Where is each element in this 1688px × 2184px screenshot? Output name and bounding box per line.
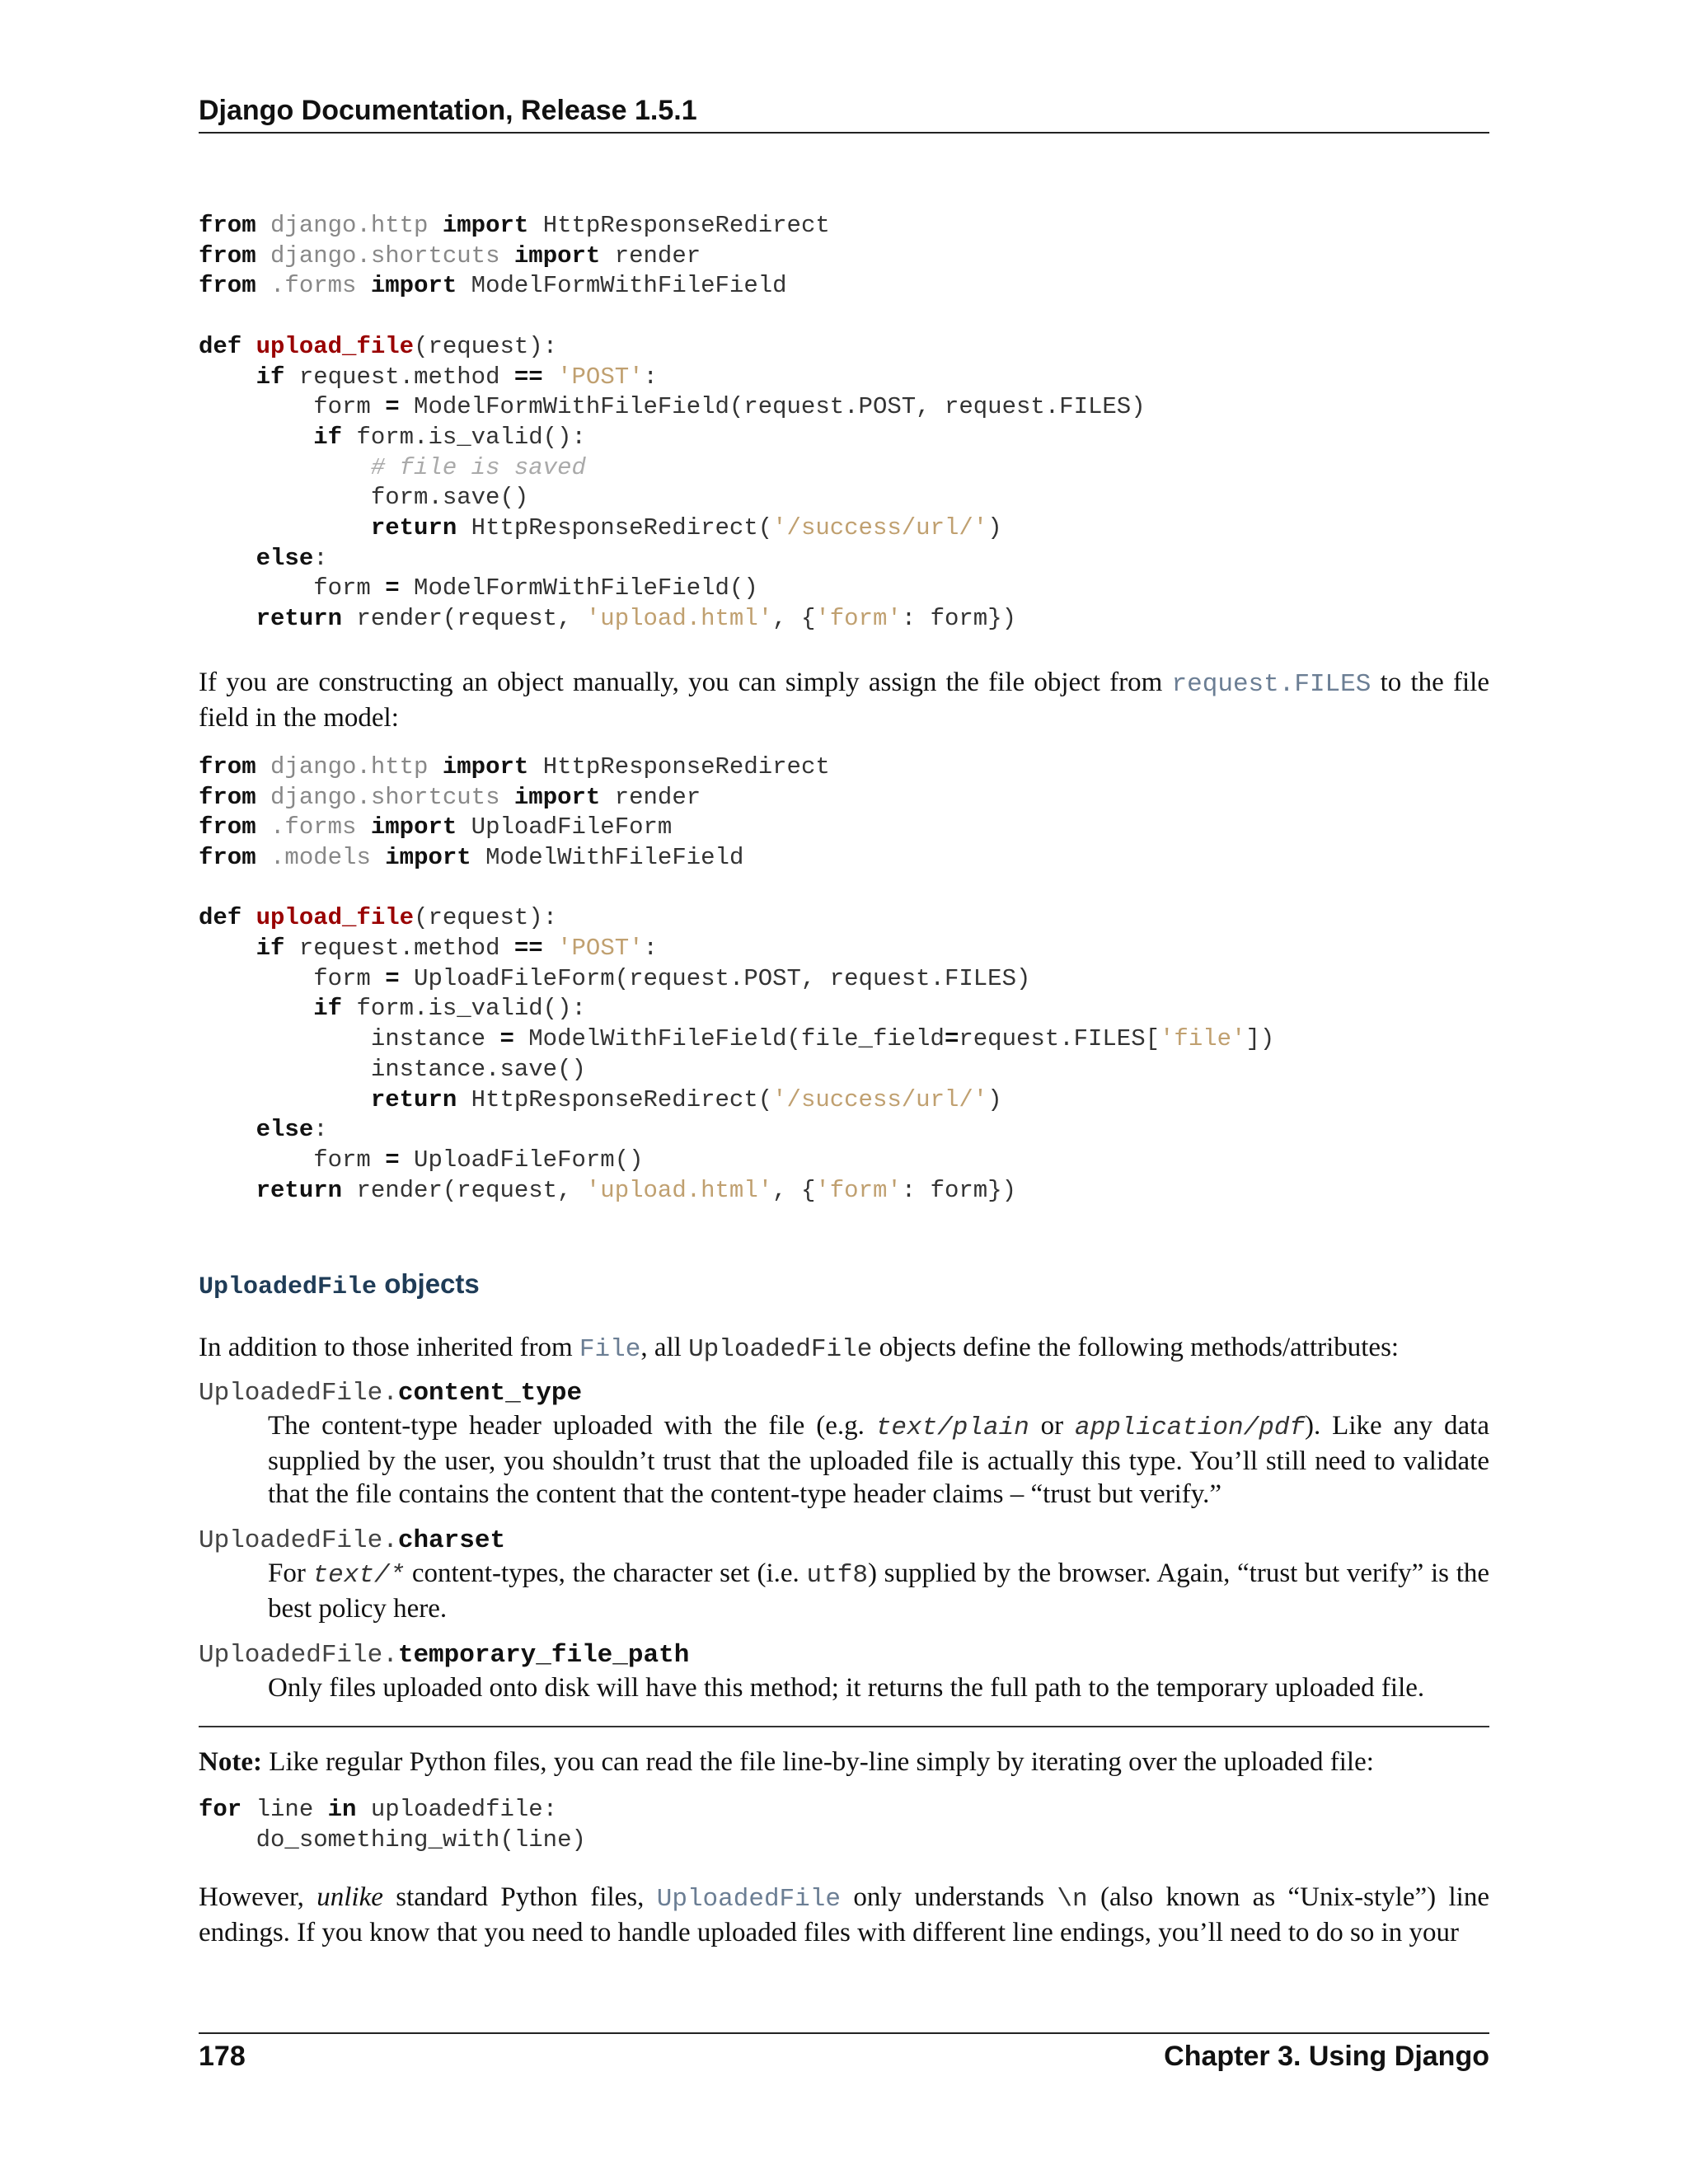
section-heading-uploadedfile: UploadedFile objects xyxy=(199,1268,480,1302)
code-block-model-form: from django.http import HttpResponseRedirect from django.shortcuts import render from .forms import ModelFormWithFileField def upload_file(request): if request.method == 'POST': form = ModelFormWithFileField(request.POST, request.FILES) if form.is_valid(): # file is saved form.save() return HttpResponseRedirect('/success/url/') else: form = ModelFormWithFileField() return render(request, 'upload.html', {'form': form}) xyxy=(199,212,1146,633)
attribute-list xyxy=(199,1378,1489,1704)
attr-content-type: UploadedFile.content_type xyxy=(199,1379,583,1408)
paragraph-inherited: In addition to those inherited from File, all UploadedFile objects define the following methods/attributes: xyxy=(199,1333,1400,1365)
code-block-manual-instance: from django.http import HttpResponseRedirect from django.shortcuts import render from .forms import UploadFileForm from .models import ModelWithFileField def upload_file(request): if request.method == 'POST': form = UploadFileForm(request.POST, request.FILES) if form.is_valid(): instance = ModelWithFileField(file_field=request.FILES['file']) instance.save() return HttpResponseRedirect('/success/url/') else: form = UploadFileForm() return render(request, 'upload.html', {'form': form}) xyxy=(199,752,1275,1204)
attr-charset-desc: For text/* content-types, the character set (i.e. utf8) supplied by the browser. Again, “trust but verify” is the best policy here. xyxy=(268,1558,1490,1624)
attr-content-type-desc: The content-type header uploaded with the file (e.g. text/plain or application/pdf). Like any data supplied by the user, you shouldn’t trust that the uploaded file is actually this type. You’ll still need to validate that the file contains the content that the content-type header claims – “trust but verify.” xyxy=(268,1411,1489,1510)
chapter-title: Chapter 3. Using Django xyxy=(1164,2041,1489,2072)
attr-temporary-file-path-desc: Only files uploaded onto disk will have this method; it returns the full path to the temporary uploaded file. xyxy=(268,1673,1425,1704)
note-intro: Note: Like regular Python files, you can read the file line-by-line simply by iterating over the uploaded file: xyxy=(199,1747,1374,1778)
attr-charset: UploadedFile.charset xyxy=(199,1526,506,1556)
uploadedfile-link[interactable]: UploadedFile xyxy=(656,1884,841,1914)
note-line-endings: However, unlike standard Python files, UploadedFile only understands \n (also known as “Unix-style”) line endings. If you know that you need to handle uploaded files with different line endings, you’ll need to do so in your xyxy=(199,1882,1489,1947)
attr-temporary-file-path: UploadedFile.temporary_file_path xyxy=(199,1641,690,1671)
page-number: 178 xyxy=(199,2041,246,2072)
paragraph-manual-assign: If you are constructing an object manually, you can simply assign the file object from request.FILES to the file field in the model: xyxy=(199,667,1489,733)
file-link[interactable]: File xyxy=(579,1335,641,1365)
request-files-link[interactable]: request.FILES xyxy=(1171,669,1372,699)
note-box xyxy=(199,1726,1489,1948)
code-block-iterate: for line in uploadedfile: do_something_with(line) xyxy=(199,1796,586,1854)
page-footer xyxy=(199,2032,1489,2073)
page-header: Django Documentation, Release 1.5.1 xyxy=(199,92,1489,134)
note-label: Note: xyxy=(199,1747,262,1778)
page-content xyxy=(199,211,1489,1949)
